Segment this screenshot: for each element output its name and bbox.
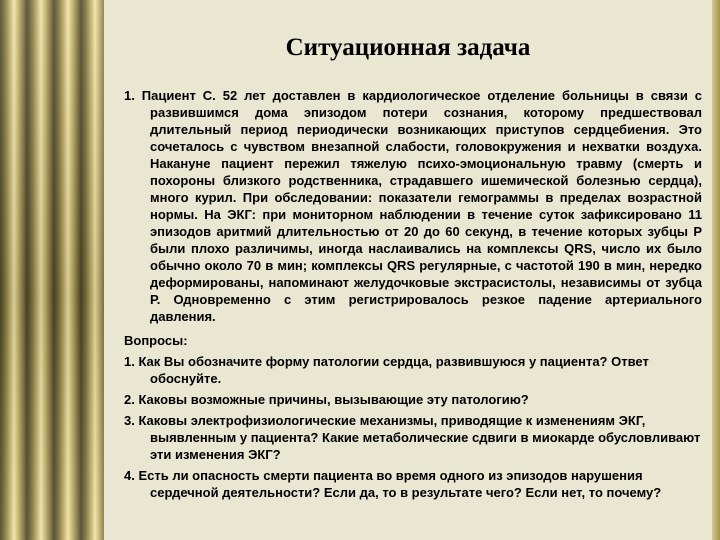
question-3: 3. Каковы электрофизиологические механизмы, приводящие к изменениям ЭКГ, выявленным у пациента? Какие метаболические сдвиги в миокарде обусловливают эти изменения ЭКГ? — [124, 413, 701, 462]
case-description: 1. Пациент С. 52 лет доставлен в кардиологическое отделение больницы в связи с развившимся дома эпизодом потери сознания, которому предшествовал длительный период периодически возникающих приступов сердцебиения. Это сочеталось с чувством внезапной слабости, головокружения и нехватки воздуха. Накануне пациент пережил тяжелую психо-эмоциональную травму (смерть и похороны близкого родственника, страдавшего ишемической болезнью сердца), много курил. При обследовании: показатели гемограммы в пределах возрастной нормы. На ЭКГ: при мониторном наблюдении в течение суток зафиксировано 11 эпизодов аритмий длительностью от 20 до 60 секунд, в течение которых зубцы Р были плохо различимы, иногда наслаивались на комплексы QRS, число их было обычно около 70 в мин; комплексы QRS регулярные, с частотой 190 в мин, нередко деформированы, напоминают желудочковые экстрасистолы, независимы от зубца Р. Одновременно с этим регистрировалось резкое падение артериального давления. — [124, 88, 702, 324]
questions-heading: Вопросы: — [124, 333, 188, 348]
decorative-gold-stripes — [0, 0, 104, 540]
slide-body — [124, 87, 702, 501]
slide-content — [104, 0, 712, 540]
question-2: 2. Каковы возможные причины, вызывающие эту патологию? — [124, 392, 529, 407]
slide-title: Ситуационная задача — [285, 34, 531, 61]
question-1: 1. Как Вы обозначите форму патологии сердца, развившуюся у пациента? Ответ обоснуйте. — [124, 354, 649, 386]
decorative-right-edge — [712, 0, 720, 540]
question-4: 4. Есть ли опасность смерти пациента во время одного из эпизодов нарушения сердечной деятельности? Если да, то в результате чего? Если нет, то почему? — [124, 468, 662, 500]
